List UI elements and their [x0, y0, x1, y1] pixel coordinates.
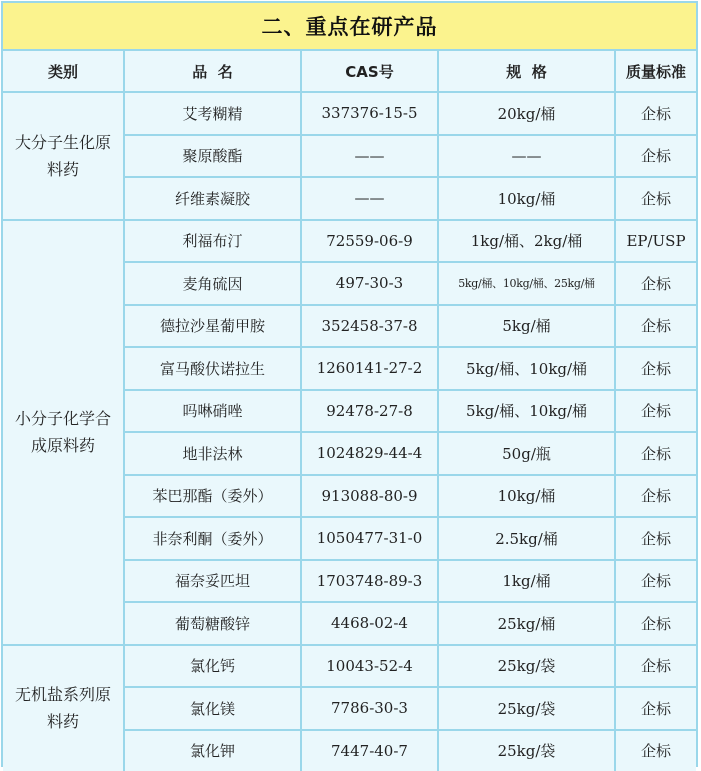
table-row	[3, 645, 696, 688]
product-name: 非奈利酮（委外）	[124, 517, 301, 560]
product-name: 氯化镁	[124, 687, 301, 730]
cas-number: 1050477-31-0	[301, 517, 438, 560]
cas-number: 1260141-27-2	[301, 347, 438, 390]
products-table	[3, 51, 696, 771]
cas-number: 352458-37-8	[301, 305, 438, 348]
cas-number: 10043-52-4	[301, 645, 438, 688]
header-spec: 规 格	[438, 51, 615, 92]
spec: 10kg/桶	[438, 177, 615, 220]
quality-standard: 企标	[615, 262, 696, 305]
product-name: 葡萄糖酸锌	[124, 602, 301, 645]
quality-standard: 企标	[615, 347, 696, 390]
quality-standard: 企标	[615, 517, 696, 560]
header-cas: CAS号	[301, 51, 438, 92]
cas-number: 497-30-3	[301, 262, 438, 305]
product-name: 氯化钾	[124, 730, 301, 771]
cas-number: 4468-02-4	[301, 602, 438, 645]
product-name: 纤维素凝胶	[124, 177, 301, 220]
product-name: 聚原酸酯	[124, 135, 301, 178]
spec: 5kg/桶、10kg/桶	[438, 347, 615, 390]
header-category: 类别	[3, 51, 124, 92]
product-name: 富马酸伏诺拉生	[124, 347, 301, 390]
cas-number: 337376-15-5	[301, 92, 438, 135]
quality-standard: EP/USP	[615, 220, 696, 263]
quality-standard: 企标	[615, 432, 696, 475]
quality-standard: 企标	[615, 475, 696, 518]
product-name: 福奈妥匹坦	[124, 560, 301, 603]
cas-number: 913088-80-9	[301, 475, 438, 518]
product-name: 吗啉硝唑	[124, 390, 301, 433]
product-name: 苯巴那酯（委外）	[124, 475, 301, 518]
product-name: 地非法林	[124, 432, 301, 475]
header-name: 品 名	[124, 51, 301, 92]
header-standard: 质量标准	[615, 51, 696, 92]
product-name: 德拉沙星葡甲胺	[124, 305, 301, 348]
quality-standard: 企标	[615, 177, 696, 220]
cas-number: 72559-06-9	[301, 220, 438, 263]
cas-number: 1703748-89-3	[301, 560, 438, 603]
category-cell: 小分子化学合成原料药	[3, 220, 124, 645]
category-cell: 大分子生化原料药	[3, 92, 124, 220]
product-name: 麦角硫因	[124, 262, 301, 305]
product-name: 艾考糊精	[124, 92, 301, 135]
table-row	[3, 220, 696, 263]
cas-number: ——	[301, 177, 438, 220]
spec: 2.5kg/桶	[438, 517, 615, 560]
spec: 25kg/桶	[438, 602, 615, 645]
quality-standard: 企标	[615, 92, 696, 135]
spec: 5kg/桶	[438, 305, 615, 348]
header-row	[3, 51, 696, 92]
quality-standard: 企标	[615, 390, 696, 433]
quality-standard: 企标	[615, 645, 696, 688]
product-name: 利福布汀	[124, 220, 301, 263]
product-name: 氯化钙	[124, 645, 301, 688]
spec: 10kg/桶	[438, 475, 615, 518]
spec: 1kg/桶	[438, 560, 615, 603]
spec: 25kg/袋	[438, 730, 615, 771]
spec: ——	[438, 135, 615, 178]
quality-standard: 企标	[615, 730, 696, 771]
cas-number: ——	[301, 135, 438, 178]
quality-standard: 企标	[615, 135, 696, 178]
cas-number: 92478-27-8	[301, 390, 438, 433]
spec: 50g/瓶	[438, 432, 615, 475]
table-row	[3, 92, 696, 135]
cas-number: 7447-40-7	[301, 730, 438, 771]
spec: 25kg/袋	[438, 687, 615, 730]
quality-standard: 企标	[615, 687, 696, 730]
quality-standard: 企标	[615, 305, 696, 348]
spec: 25kg/袋	[438, 645, 615, 688]
spec: 1kg/桶、2kg/桶	[438, 220, 615, 263]
section-title: 二、重点在研产品	[3, 3, 696, 51]
cas-number: 1024829-44-4	[301, 432, 438, 475]
quality-standard: 企标	[615, 602, 696, 645]
quality-standard: 企标	[615, 560, 696, 603]
category-cell: 无机盐系列原料药	[3, 645, 124, 771]
spec: 20kg/桶	[438, 92, 615, 135]
spec: 5kg/桶、10kg/桶、25kg/桶	[438, 262, 615, 305]
spec: 5kg/桶、10kg/桶	[438, 390, 615, 433]
product-panel	[1, 1, 698, 767]
cas-number: 7786-30-3	[301, 687, 438, 730]
